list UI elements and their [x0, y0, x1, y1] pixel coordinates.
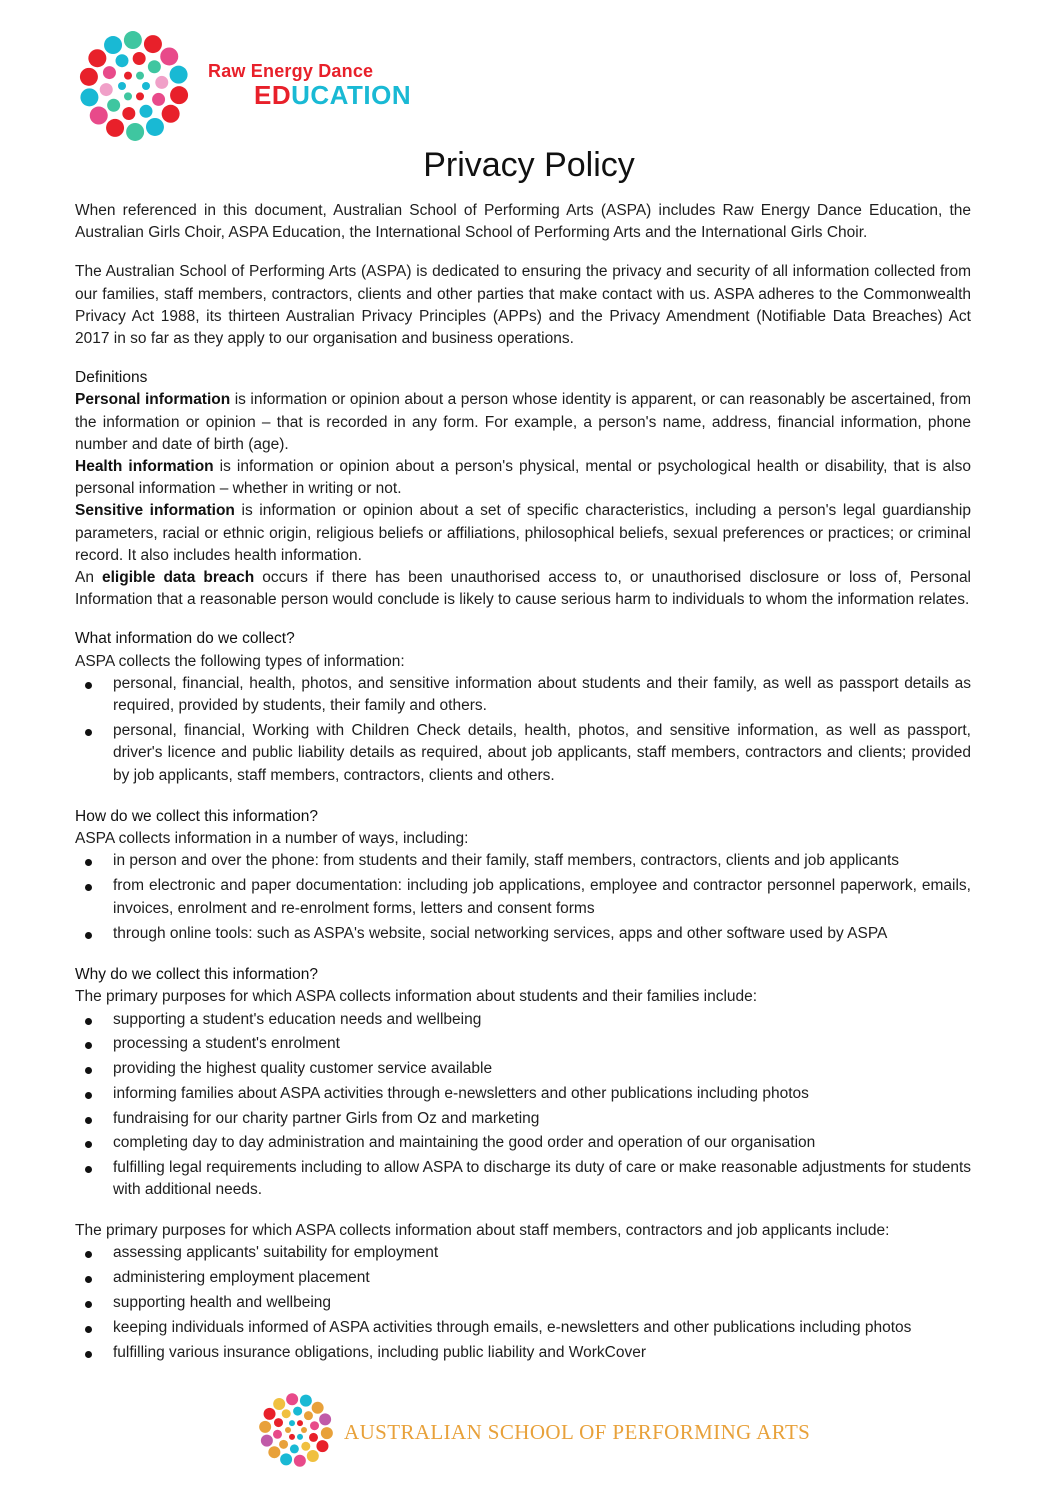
definition-term: eligible data breach [102, 569, 255, 587]
why-collect-students-list [75, 1009, 971, 1202]
list-item: providing the highest quality customer service available [75, 1058, 971, 1080]
list-item: fundraising for our charity partner Girls from Oz and marketing [75, 1108, 971, 1130]
page-title: Privacy Policy [423, 146, 635, 184]
brand-line2-rest: UCATION [291, 80, 412, 110]
why-collect-staff-list [75, 1242, 971, 1363]
definition-term: Personal information [75, 391, 231, 409]
aspa-logo-icon [258, 1392, 334, 1468]
definition-text: is information or opinion about a set of specific characteristics, including a person's legal guardianship parameters, racial or ethnic origin, religious beliefs or affiliations, philosophical beliefs, sexual preferences or practices; or criminal record. It also includes health information. [75, 502, 971, 564]
definition-term: Health information [75, 458, 214, 476]
definition-personal [75, 389, 971, 456]
list-item: fulfilling legal requirements including to allow ASPA to discharge its duty of care or make reasonable adjustments for students with additional needs. [75, 1157, 971, 1201]
list-item: assessing applicants' suitability for employment [75, 1242, 971, 1264]
list-item: administering employment placement [75, 1267, 971, 1289]
brand-line1: Raw Energy Dance [208, 61, 374, 81]
definition-text: is information or opinion about a person whose identity is apparent, or can reasonably be ascertained, from the information or opinion – that is recorded in any form. For example, a person's name, address, financial information, phone number and date of birth (age). [75, 391, 971, 453]
definition-sensitive [75, 500, 971, 567]
footer-org-name: AUSTRALIAN SCHOOL OF PERFORMING ARTS [344, 1420, 811, 1444]
why-collect-lead: The primary purposes for which ASPA collects information about students and their families include: [75, 988, 758, 1006]
brand-line2-prefix: ED [254, 80, 292, 110]
how-collect-list [75, 850, 971, 945]
brand-wordmark [208, 62, 411, 108]
list-item: fulfilling various insurance obligations, including public liability and WorkCover [75, 1342, 971, 1364]
intro-paragraph-2: The Australian School of Performing Arts (ASPA) is dedicated to ensuring the privacy and security of all information collected from our families, staff members, contractors, clients and other parties that make contact with us. ASPA adheres to the Commonwealth Privacy Act 1988, its thirteen Australian Privacy Principles (APPs) and the Privacy Amendment (Notifiable Data Breaches) Act 2017 in so far as they apply to our organisation and business operations. [75, 263, 971, 348]
list-item: completing day to day administration and maintaining the good order and operation of our organisation [75, 1132, 971, 1154]
definition-term: Sensitive information [75, 502, 235, 520]
what-collect-heading: What information do we collect? [75, 630, 295, 648]
list-item: through online tools: such as ASPA's website, social networking services, apps and other software used by ASPA [75, 923, 971, 945]
list-item: from electronic and paper documentation: including job applications, employee and contractor personnel paperwork, emails, invoices, enrolment and re-enrolment forms, letters and consent forms [75, 875, 971, 919]
definition-prefix: An [75, 569, 102, 587]
how-collect-lead: ASPA collects information in a number of ways, including: [75, 830, 469, 848]
list-item: personal, financial, Working with Children Check details, health, photos, and sensitive information, as well as passport, driver's licence and public liability details as required, about job applicants, staff members, contractors and clients; provided by job applicants, staff members, contractors, clients and others. [75, 720, 971, 787]
what-collect-lead: ASPA collects the following types of information: [75, 652, 405, 670]
definitions-heading: Definitions [75, 369, 148, 387]
list-item: keeping individuals informed of ASPA activities through emails, e-newsletters and other publications including photos [75, 1317, 971, 1339]
why-collect-heading: Why do we collect this information? [75, 966, 318, 984]
raw-energy-dance-logo-icon [78, 30, 190, 142]
list-item: supporting a student's education needs and wellbeing [75, 1009, 971, 1031]
what-collect-list [75, 673, 971, 787]
definition-text: is information or opinion about a person's physical, mental or psychological health or disability, that is also personal information – whether in writing or not. [75, 458, 971, 498]
why-collect-staff-lead: The primary purposes for which ASPA collects information about staff members, contractors and job applicants include: [75, 1222, 890, 1240]
list-item: processing a student's enrolment [75, 1033, 971, 1055]
list-item: personal, financial, health, photos, and sensitive information about students and their family, as well as passport details as required, provided by students, their family and others. [75, 673, 971, 717]
definition-text: occurs if there has been unauthorised access to, or unauthorised disclosure or loss of, Personal Information that a reasonable person would conclude is likely to cause serious harm to individuals to whom the information relates. [75, 569, 972, 609]
list-item: informing families about ASPA activities through e-newsletters and other publications including photos [75, 1083, 971, 1105]
policy-body [75, 200, 971, 1366]
list-item: in person and over the phone: from students and their family, staff members, contractors, clients and job applicants [75, 850, 971, 872]
how-collect-heading: How do we collect this information? [75, 807, 318, 825]
list-item: supporting health and wellbeing [75, 1292, 971, 1314]
definition-data-breach [75, 567, 971, 611]
intro-paragraph-1: When referenced in this document, Australian School of Performing Arts (ASPA) includes Raw Energy Dance Education, the Australian Girls Choir, ASPA Education, the International School of Performing Arts and the International Girls Choir. [75, 202, 971, 242]
brand-line2 [254, 82, 411, 108]
definition-health [75, 456, 971, 500]
